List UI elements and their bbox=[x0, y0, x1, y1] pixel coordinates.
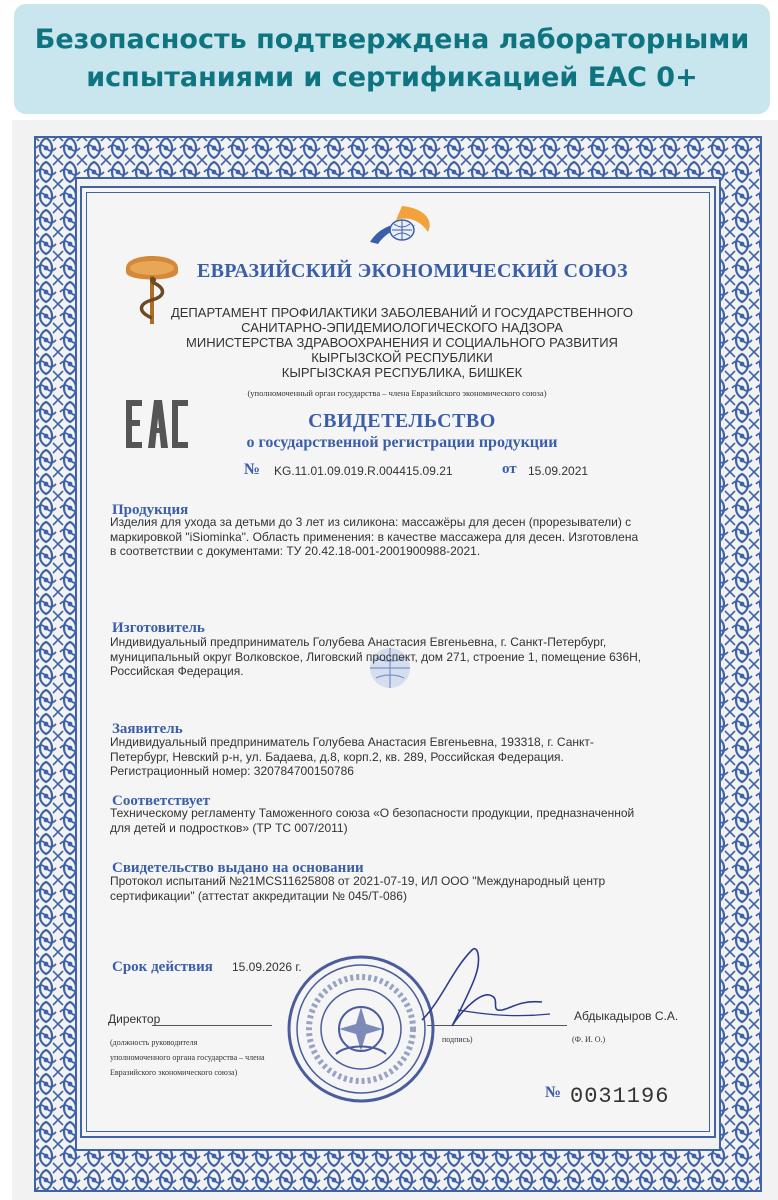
compliance-heading: Соответствует bbox=[112, 793, 210, 809]
certificate-subtitle: о государственной регистрации продукции bbox=[246, 434, 558, 451]
basis-line: сертификации" (аттестат аккредитации № 045/Т-086) bbox=[110, 888, 407, 903]
validity-label: Срок действия bbox=[112, 959, 213, 975]
product-line: Изделия для ухода за детьми до 3 лет из силикона: массажёры для десен (прорезыватели) с bbox=[110, 515, 632, 529]
director-underline bbox=[152, 1025, 272, 1026]
applicant-line: Регистрационный номер: 320784700150786 bbox=[110, 764, 354, 778]
union-title: ЕВРАЗИЙСКИЙ ЭКОНОМИЧЕСКИЙ СОЮЗ bbox=[197, 260, 628, 282]
product-line: в соответствии с документами: ТУ 20.42.18-001-2001900988-2021. bbox=[110, 544, 481, 558]
applicant-text bbox=[110, 735, 690, 779]
certificate-document bbox=[12, 120, 778, 1200]
banner-line-2: испытаниями и сертификацией ЕАС 0+ bbox=[86, 62, 698, 93]
product-text bbox=[110, 515, 690, 559]
department-line: МИНИСТЕРСТВА ЗДРАВООХРАНЕНИЯ И СОЦИАЛЬНОГО РАЗВИТИЯ bbox=[186, 335, 618, 350]
position-note-line: уполномоченного органа государства – члена bbox=[110, 1053, 265, 1062]
manufacturer-text bbox=[110, 635, 690, 679]
basis-text bbox=[110, 874, 690, 903]
certificate-title: СВИДЕТЕЛЬСТВО bbox=[308, 410, 496, 432]
validity-date: 15.09.2026 г. bbox=[232, 960, 302, 974]
position-note bbox=[110, 1035, 265, 1080]
authority-note: (уполномоченный орган государства – члена Евразийского экономического союза) bbox=[247, 388, 547, 398]
signer-name: Абдыкадыров С.А. bbox=[574, 1009, 679, 1023]
date-from-label: от bbox=[502, 461, 517, 477]
signature-note: подпись) bbox=[442, 1035, 473, 1044]
fio-note: (Ф. И. О.) bbox=[572, 1035, 606, 1044]
header-banner bbox=[14, 4, 770, 114]
signature-icon bbox=[412, 940, 552, 1040]
manufacturer-heading: Изготовитель bbox=[112, 620, 205, 636]
product-heading: Продукция bbox=[112, 502, 189, 518]
position-note-line: (должность руководителя bbox=[110, 1038, 198, 1047]
basis-heading: Свидетельство выдано на основании bbox=[112, 860, 364, 876]
eac-mark-icon bbox=[124, 398, 190, 450]
department-line: КЫРГЫЗСКОЙ РЕСПУБЛИКИ bbox=[311, 350, 493, 365]
banner-line-1: Безопасность подтверждена лабораторными bbox=[34, 24, 750, 55]
applicant-line: Индивидуальный предприниматель Голубева Анастасия Евгеньевна, 193318, г. Санкт- bbox=[110, 735, 594, 749]
compliance-line: Техническому регламенту Таможенного союза «О безопасности продукции, предназначенной bbox=[110, 806, 635, 820]
department-line: КЫРГЫЗСКАЯ РЕСПУБЛИКА, БИШКЕК bbox=[281, 365, 523, 380]
department-line: САНИТАРНО-ЭПИДЕМИОЛОГИЧЕСКОГО НАДЗОРА bbox=[241, 320, 563, 335]
department-line: ДЕПАРТАМЕНТ ПРОФИЛАКТИКИ ЗАБОЛЕВАНИЙ И ГОСУДАРСТВЕННОГО bbox=[170, 305, 634, 320]
basis-line: Протокол испытаний №21MCS11625808 от 2021-07-19, ИЛ ООО "Международный центр bbox=[110, 874, 606, 888]
manufacturer-line: Российская Федерация. bbox=[110, 664, 244, 678]
compliance-line: для детей и подростков» (ТР ТС 007/2011) bbox=[110, 820, 348, 835]
certificate-number: KG.11.01.09.019.R.004415.09.21 bbox=[274, 464, 453, 478]
director-label: Директор bbox=[108, 1012, 161, 1026]
eaeu-emblem-icon bbox=[362, 202, 442, 248]
applicant-heading: Заявитель bbox=[112, 721, 183, 737]
manufacturer-line: муниципальный округ Волковское, Лиговский проспект, дом 271, строение 1, помещение 636Н, bbox=[110, 649, 642, 664]
number-label: № bbox=[244, 461, 261, 478]
certificate-date: 15.09.2021 bbox=[528, 464, 589, 478]
manufacturer-line: Индивидуальный предприниматель Голубева Анастасия Евгеньевна, г. Санкт-Петербург, bbox=[110, 635, 607, 649]
department-block bbox=[162, 305, 642, 380]
serial-label: № bbox=[545, 1084, 562, 1101]
product-line: маркировкой "iSiominka". Область применения: в качестве массажера для десен. Изготовлена bbox=[110, 529, 639, 544]
position-note-line: Евразийского экономического союза) bbox=[110, 1068, 238, 1077]
applicant-line: Петербург, Невский р-н, ул. Бадаева, д.8, корп.2, кв. 289, Российская Федерация. bbox=[110, 749, 564, 764]
serial-number: 0031196 bbox=[570, 1084, 670, 1109]
compliance-text bbox=[110, 806, 690, 835]
